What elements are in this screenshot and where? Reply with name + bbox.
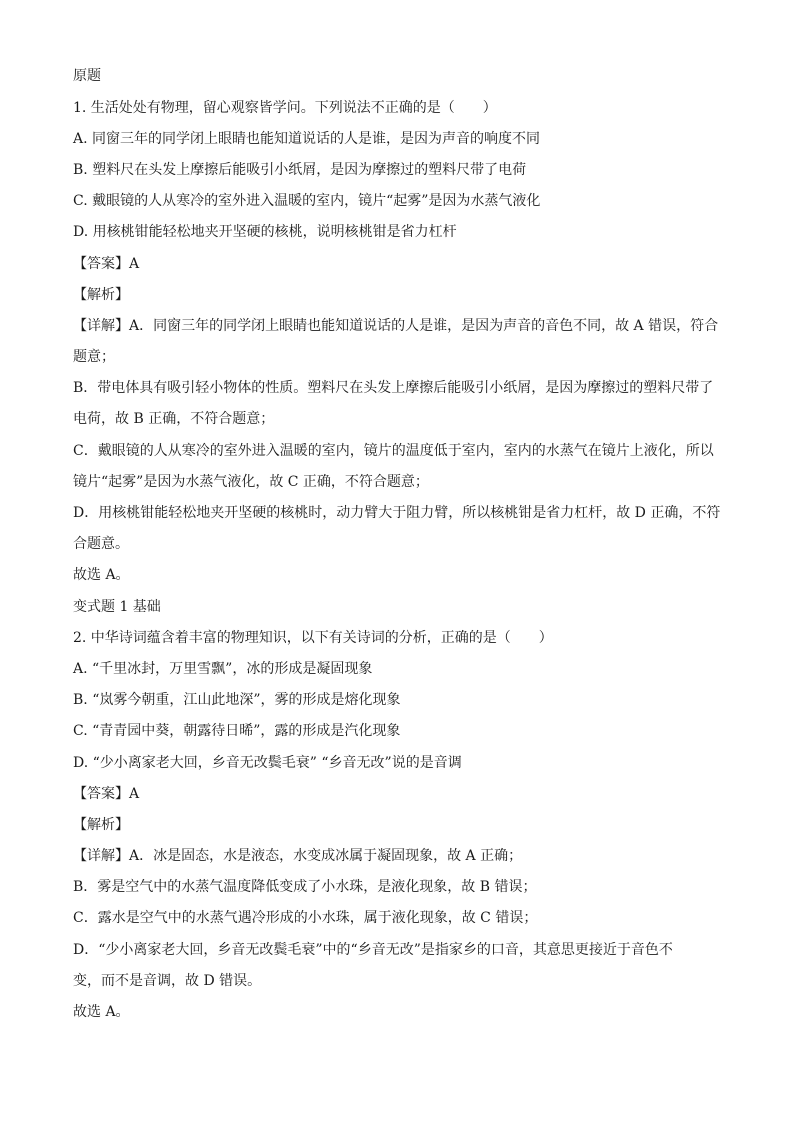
q1-detail-line: 电荷，故 B 正确，不符合题意； [73,411,275,427]
section-heading-variant: 变式题 1 基础 [73,599,161,615]
q2-detail-line: D．“少小离家老大回，乡音无改鬓毛衰”中的“乡音无改”是指家乡的口音，其意思更接近于音色不 [73,942,673,958]
section-heading-original: 原题 [73,68,101,84]
q2-option-a: A. “千里冰封，万里雪飘”，冰的形成是凝固现象 [73,661,373,677]
q1-conclusion: 故选 A。 [73,567,130,583]
q1-detail-line: D．用核桃钳能轻松地夹开坚硬的核桃时，动力臂大于阻力臂，所以核桃钳是省力杠杆，故 D 正确，不符 [73,505,721,521]
q1-option-b: B. 塑料尺在头发上摩擦后能吸引小纸屑，是因为摩擦过的塑料尺带了电荷 [73,162,527,178]
q2-detail-line: 变，而不是音调，故 D 错误。 [73,973,262,989]
q2-answer: 【答案】A [73,786,140,802]
question-1-stem: 1. 生活处处有物理，留心观察皆学问。下列说法不正确的是（ ） [73,100,497,116]
q2-option-d: D. “少小离家老大回，乡音无改鬓毛衰” “乡音无改”说的是音调 [73,755,462,771]
q1-detail-line: 镜片“起雾”是因为水蒸气液化，故 C 正确，不符合题意； [73,474,429,490]
q1-detail-line: 合题意。 [73,536,129,552]
q2-option-c: C. “青青园中葵，朝露待日晞”，露的形成是汽化现象 [73,723,401,739]
q1-analysis-label: 【解析】 [73,287,129,303]
q2-detail-line: B．雾是空气中的水蒸气温度降低变成了小水珠，是液化现象，故 B 错误； [73,879,537,895]
q2-conclusion: 故选 A。 [73,1004,130,1020]
q1-detail-line: 题意； [73,349,115,365]
q1-option-a: A. 同窗三年的同学闭上眼睛也能知道说话的人是谁，是因为声音的响度不同 [73,131,541,147]
q2-detail-line: C．露水是空气中的水蒸气遇冷形成的小水珠，属于液化现象，故 C 错误； [73,910,538,926]
q1-detail-line: B．带电体具有吸引轻小物体的性质。塑料尺在头发上摩擦后能吸引小纸屑，是因为摩擦过的塑料尺带了 [73,380,714,396]
q1-detail-line: 【详解】A．同窗三年的同学闭上眼睛也能知道说话的人是谁，是因为声音的音色不同，故 A 错误，符合 [73,318,719,334]
q2-detail-line: 【详解】A．冰是固态，水是液态，水变成冰属于凝固现象，故 A 正确； [73,848,523,864]
q2-option-b: B. “岚雾今朝重，江山此地深”，雾的形成是熔化现象 [73,692,401,708]
q1-answer: 【答案】A [73,256,140,272]
q1-option-c: C. 戴眼镜的人从寒冷的室外进入温暖的室内，镜片“起雾”是因为水蒸气液化 [73,193,541,209]
q2-analysis-label: 【解析】 [73,817,129,833]
q1-detail-line: C．戴眼镜的人从寒冷的室外进入温暖的室内，镜片的温度低于室内，室内的水蒸气在镜片上液化，所以 [73,443,714,459]
question-2-stem: 2. 中华诗词蕴含着丰富的物理知识，以下有关诗词的分析，正确的是（ ） [73,630,553,646]
q1-option-d: D. 用核桃钳能轻松地夹开坚硬的核桃，说明核桃钳是省力杠杆 [73,224,457,240]
